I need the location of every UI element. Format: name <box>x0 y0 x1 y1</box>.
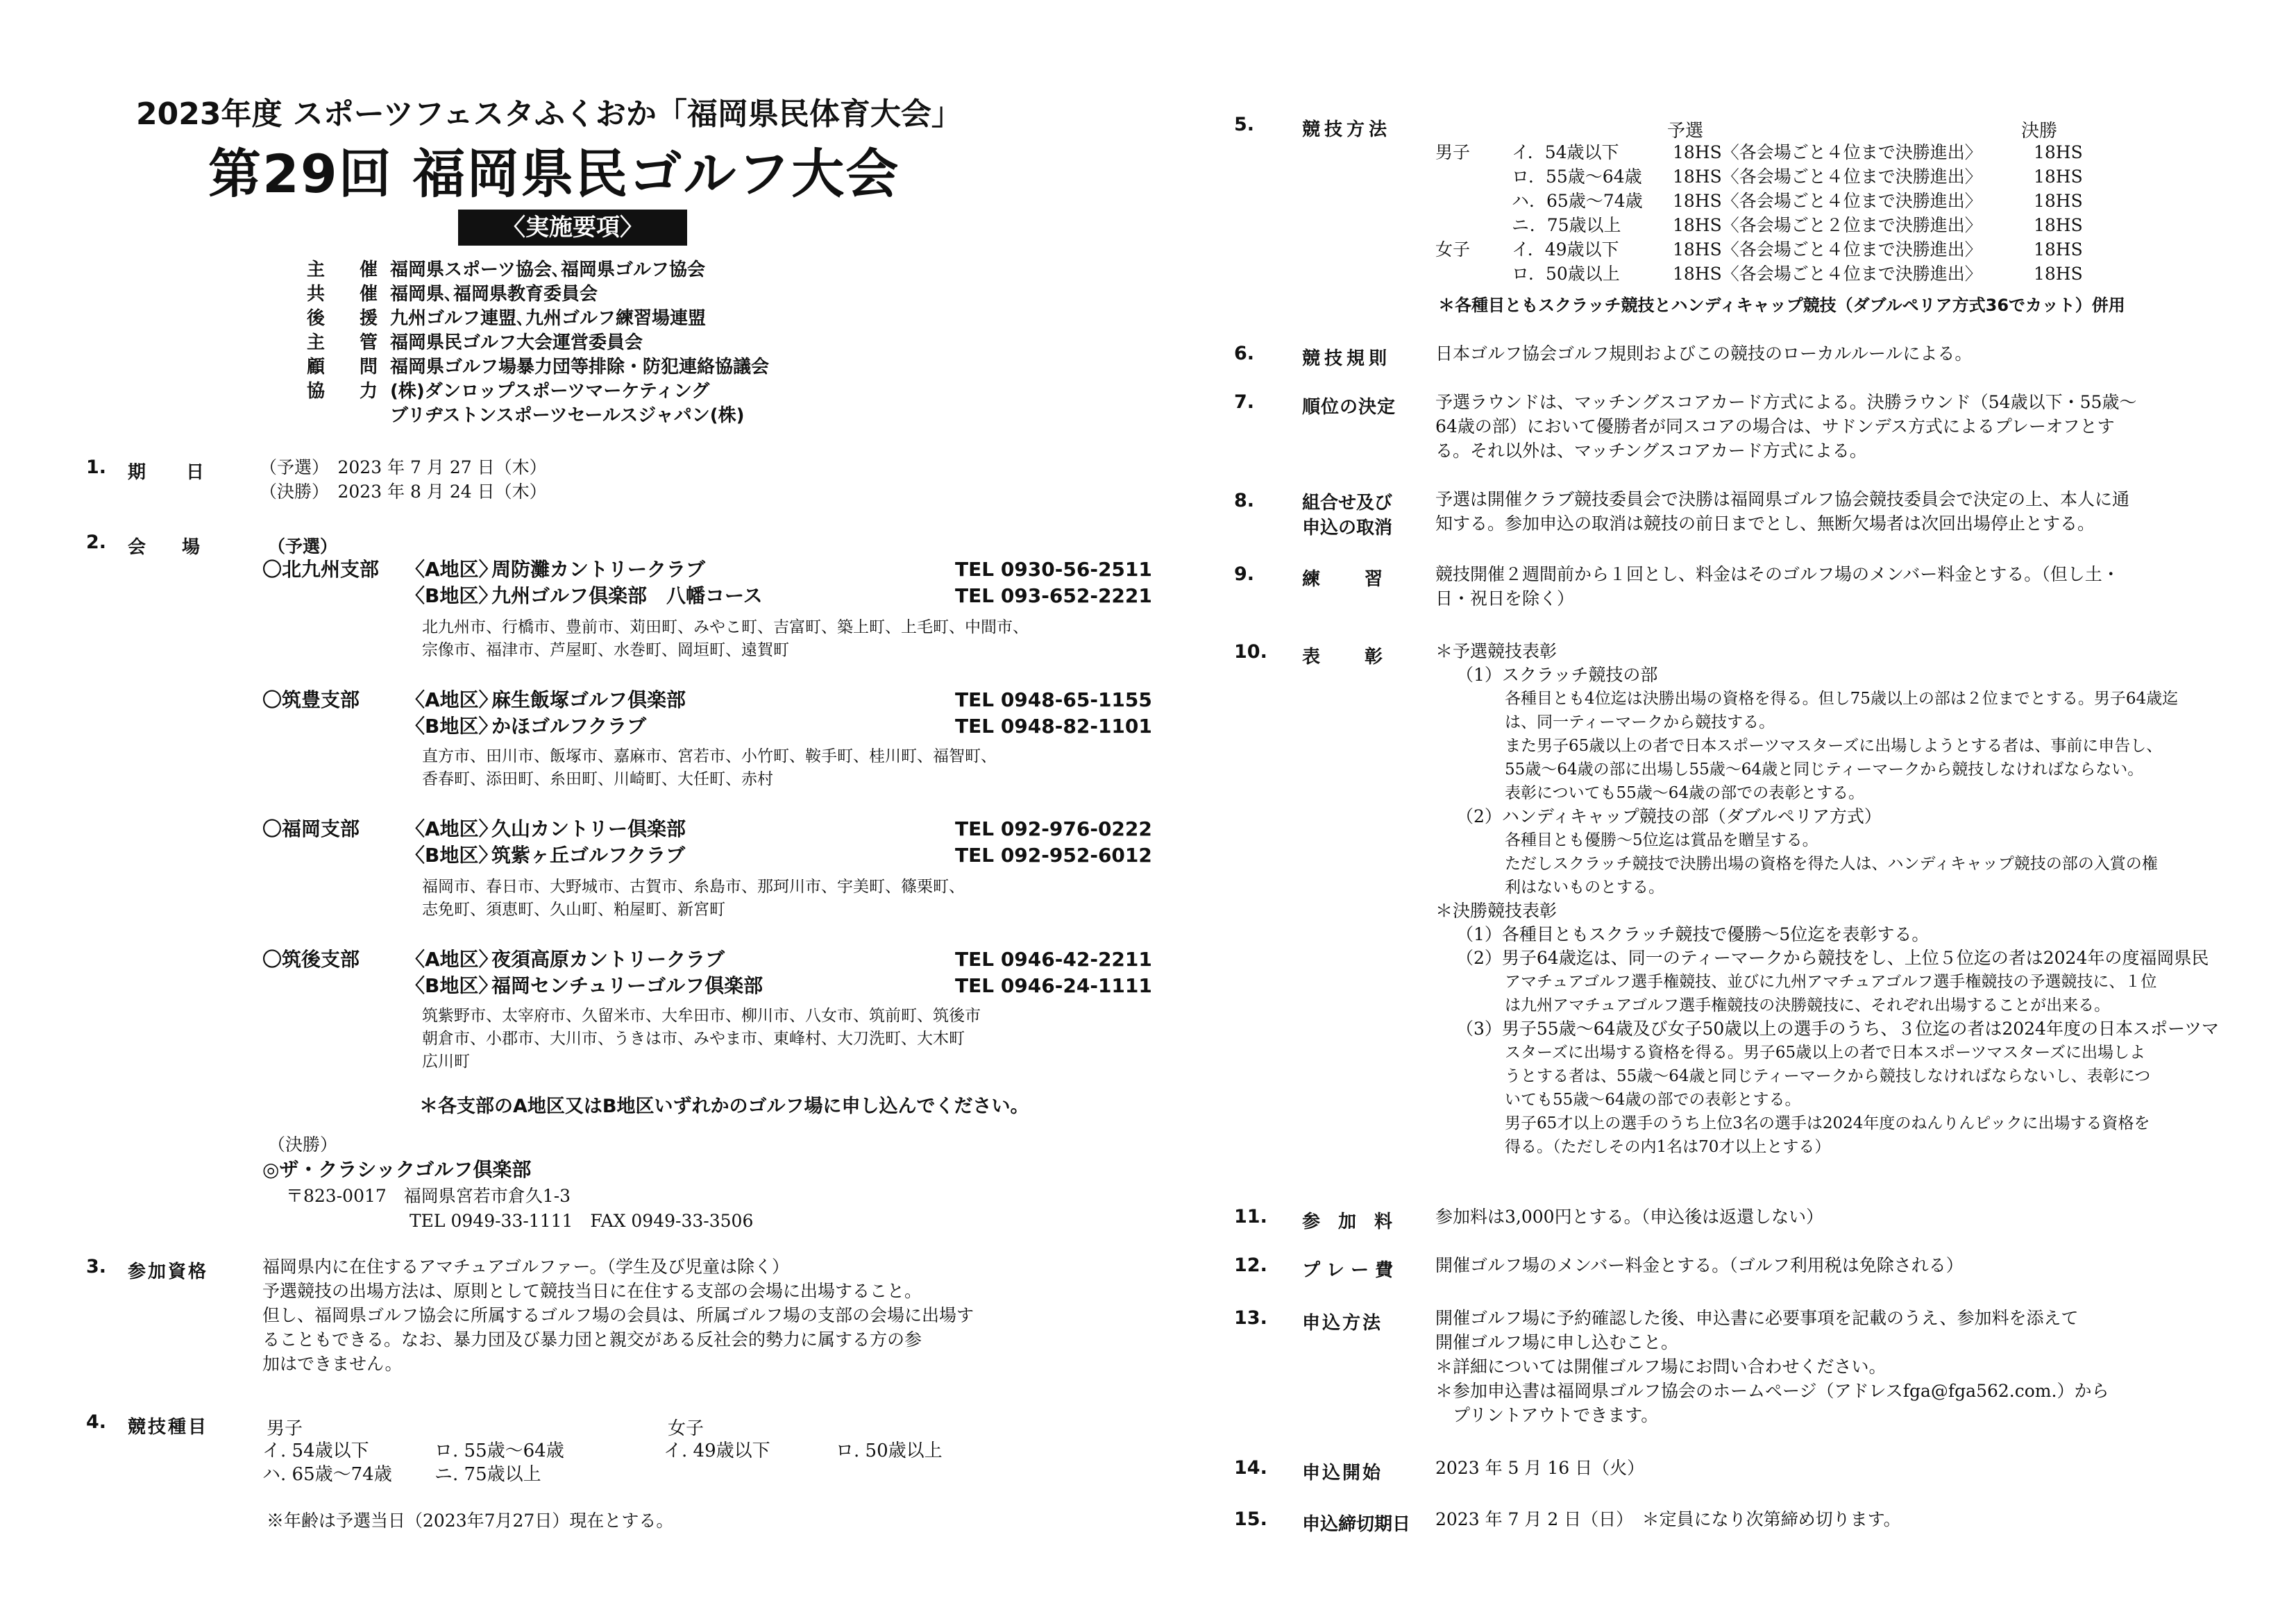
section-label-application: 申込方法 <box>1302 1313 1383 1334</box>
section-number: 7. <box>1234 391 1255 413</box>
city-list <box>422 876 965 921</box>
play-fee-text: 開催ゴルフ場のメンバー料金とする。（ゴルフ利用税は免除される） <box>1435 1255 1964 1275</box>
text-line: ることもできる。なお、暴力団及び暴力団と親交がある反社会的勢力に属する方の参 <box>262 1329 922 1350</box>
awards-line: 各種目とも4位迄は決勝出場の資格を得る。但し75歳以上の部は２位までとする。男子64歳迄 <box>1505 690 2179 708</box>
organizer-label: 主 催 <box>307 260 387 280</box>
venue-tel: TEL 092-976-0222 <box>955 817 1152 840</box>
group-label: 男子 <box>1435 142 1471 162</box>
final-venue-address: 〒823-0017 福岡県宮若市倉久1-3 <box>286 1186 571 1206</box>
venue-tel: TEL 093-652-2221 <box>955 584 1152 607</box>
prelim-date: （予選） 2023 年 7 月 27 日（木） <box>260 457 547 477</box>
section-number: 2. <box>86 532 107 553</box>
awards-line: （2）ハンディキャップ競技の部（ダブルペリア方式） <box>1456 806 1882 826</box>
awards-heading: ＊決勝競技表彰 <box>1435 901 1558 921</box>
city-line: 宗像市、福津市、芦屋町、水巻町、岡垣町、遠賀町 <box>422 641 789 659</box>
branch-name <box>262 583 405 609</box>
application-text <box>1435 1306 2109 1427</box>
city-line: 筑紫野市、太宰府市、久留米市、大牟田市、柳川市、八女市、筑前町、筑後市 <box>422 1007 981 1025</box>
event-category: ロ. 50歳以上 <box>836 1441 943 1461</box>
method-row <box>1435 262 2083 286</box>
prelim-format: 18HS〈各会場ごと４位まで決勝進出〉 <box>1673 142 1982 162</box>
method-row <box>1435 237 2083 262</box>
area-label: 〈B地区〉 <box>405 584 498 607</box>
organizer-label: 共 催 <box>307 284 387 305</box>
section-number: 14. <box>1234 1457 1267 1479</box>
event-category: イ. 49歳以下 <box>664 1441 770 1461</box>
section-label-deadline: 申込締切期日 <box>1302 1514 1411 1535</box>
prelim-label: （予選） <box>268 536 338 556</box>
city-line: 香春町、添田町、糸田町、川崎町、大任町、赤村 <box>422 770 773 788</box>
organizer-row <box>307 355 769 380</box>
section-label-events: 競技種目 <box>128 1417 209 1438</box>
venue-name: 麻生飯塚ゴルフ倶楽部 <box>491 688 686 711</box>
organizer-row <box>307 282 769 307</box>
category: ハ．65歳〜74歳 <box>1512 191 1643 211</box>
section-number: 5. <box>1234 114 1255 135</box>
text-line: 予選は開催クラブ競技委員会で決勝は福岡県ゴルフ協会競技委員会で決定の上、本人に通 <box>1435 489 2130 509</box>
venue-row <box>262 946 1152 973</box>
awards-text <box>1435 640 2219 1159</box>
city-list <box>422 745 997 791</box>
practice-text <box>1435 562 2120 611</box>
organizer-value: 福岡県ゴルフ場暴力団等排除・防犯連絡協議会 <box>390 357 770 377</box>
text-line: 日・祝日を除く） <box>1435 588 1575 609</box>
awards-line: （1）各種目ともスクラッチ競技で優勝〜5位迄を表彰する。 <box>1456 924 1930 944</box>
organizer-value: 福岡県民ゴルフ大会運営委員会 <box>390 332 643 353</box>
organizer-value: (株)ダンロップスポーツマーケティング <box>390 381 710 402</box>
prelim-format: 18HS〈各会場ごと４位まで決勝進出〉 <box>1673 191 1982 211</box>
venue-name: 久山カントリー倶楽部 <box>491 817 686 840</box>
organizer-row <box>307 331 769 355</box>
section-number: 11. <box>1234 1206 1267 1227</box>
organizer-row <box>307 404 769 428</box>
area-label: 〈B地区〉 <box>405 974 498 997</box>
method-note: ＊各種目ともスクラッチ競技とハンディキャップ競技（ダブルペリア方式36でカット）併用 <box>1438 296 2125 315</box>
prelim-format: 18HS〈各会場ごと４位まで決勝進出〉 <box>1673 264 1982 284</box>
awards-line: （2）男子64歳迄は、同一のティーマークから競技をし、上位５位迄の者は2024年の度福岡県民 <box>1456 948 2209 968</box>
branch-name: 〇北九州支部 <box>262 558 380 581</box>
organizer-row <box>307 307 769 331</box>
section-number: 9. <box>1234 563 1255 585</box>
text-line: 予選ラウンドは、マッチングスコアカード方式による。決勝ラウンド（54歳以下・55歳〜 <box>1435 392 2137 412</box>
final-format: 18HS <box>2034 239 2083 260</box>
final-format: 18HS <box>2034 264 2083 284</box>
venue-name: 周防灘カントリークラブ <box>491 558 706 581</box>
application-deadline: 2023 年 7 月 2 日（日） ＊定員になり次第締め切ります。 <box>1435 1509 1901 1529</box>
awards-line: 各種目とも優勝〜5位迄は賞品を贈呈する。 <box>1505 831 1818 849</box>
venue-tel: TEL 0946-24-1111 <box>955 974 1152 997</box>
section-label-fee: 参 加 料 <box>1302 1212 1393 1232</box>
venue-tel: TEL 0948-65-1155 <box>955 688 1152 711</box>
text-line: 加はできません。 <box>262 1354 403 1374</box>
section-number: 10. <box>1234 641 1267 663</box>
section-number: 15. <box>1234 1509 1267 1530</box>
organizer-list <box>307 258 769 428</box>
venue-branch-chikugo <box>262 946 1152 999</box>
section-label-practice: 練 習 <box>1302 569 1386 590</box>
method-row <box>1435 213 2083 237</box>
venue-note: ＊各支部のA地区又はB地区いずれかのゴルフ場に申し込んでください。 <box>419 1096 1029 1117</box>
men-label: 男子 <box>267 1418 303 1439</box>
text-line: 予選競技の出場方法は、原則として競技当日に在住する支部の会場に出場すること。 <box>262 1281 922 1301</box>
event-category: ニ. 75歳以上 <box>434 1464 541 1485</box>
text-line: 開催ゴルフ場に申し込むこと。 <box>1435 1332 1679 1352</box>
category: ロ．55歳〜64歳 <box>1512 167 1642 187</box>
section-number: 12. <box>1234 1255 1267 1276</box>
venue-branch-fukuoka <box>262 816 1152 869</box>
venue-row <box>262 687 1152 713</box>
final-format: 18HS <box>2034 167 2083 187</box>
text-line: 但し、福岡県ゴルフ協会に所属するゴルフ場の会員は、所属ゴルフ場の支部の会場に出場す <box>262 1305 974 1325</box>
final-format: 18HS <box>2034 142 2083 162</box>
branch-name: 〇筑豊支部 <box>262 688 360 711</box>
section-number: 3. <box>86 1256 107 1277</box>
branch-name <box>262 713 405 740</box>
final-venue-contact: TEL 0949-33-1111 FAX 0949-33-3506 <box>410 1211 754 1231</box>
section-label-rules: 競技規則 <box>1302 348 1392 369</box>
venue-tel: TEL 092-952-6012 <box>955 844 1152 867</box>
event-title: 第29回 福岡県民ゴルフ大会 <box>208 143 900 205</box>
venue-name: 福岡センチュリーゴルフ倶楽部 <box>491 974 763 997</box>
venue-branch-kitakyushu <box>262 556 1152 609</box>
venue-row <box>262 973 1152 999</box>
section-number: 8. <box>1234 490 1255 511</box>
prelim-format: 18HS〈各会場ごと２位まで決勝進出〉 <box>1673 215 1982 235</box>
area-label: 〈A地区〉 <box>405 558 498 581</box>
section-number: 13. <box>1234 1307 1267 1329</box>
branch-name <box>262 842 405 869</box>
text-line: 知する。参加申込の取消は競技の前日までとし、無断欠場者は次回出場停止とする。 <box>1435 513 2095 534</box>
organizer-label: 後 援 <box>307 308 387 329</box>
section-label-eligibility: 参加資格 <box>128 1261 209 1282</box>
branch-name <box>262 973 405 999</box>
awards-line: スターズに出場する資格を得る。男子65歳以上の者で日本スポーツマスターズに出場しよ <box>1505 1044 2146 1062</box>
awards-line: （3）男子55歳〜64歳及び女子50歳以上の選手のうち、３位迄の者は2024年度の日本スポーツマ <box>1456 1019 2219 1039</box>
organizer-value: 福岡県､福岡県教育委員会 <box>390 284 598 305</box>
branch-name: 〇筑後支部 <box>262 948 360 971</box>
city-line: 志免町、須恵町、久山町、粕屋町、新宮町 <box>422 901 725 919</box>
branch-name: 〇福岡支部 <box>262 817 360 840</box>
section-number: 6. <box>1234 343 1255 364</box>
section-label-cancellation: 申込の取消 <box>1302 518 1393 538</box>
event-category-list <box>262 1439 974 1486</box>
section-number: 4. <box>86 1411 107 1433</box>
city-line: 北九州市、行橋市、豊前市、苅田町、みやこ町、吉富町、築上町、上毛町、中間市、 <box>422 618 1029 636</box>
text-line: プリントアウトできます。 <box>1435 1405 1659 1425</box>
column-header-prelim: 予選 <box>1667 121 1704 142</box>
fee-text: 参加料は3,000円とする。（申込後は返還しない） <box>1435 1207 1824 1227</box>
text-line: 開催ゴルフ場に予約確認した後、申込書に必要事項を記載のうえ、参加料を添えて <box>1435 1308 2079 1328</box>
text-line: ＊参加申込書は福岡県ゴルフ協会のホームページ（アドレスfga@fga562.com.）から <box>1435 1381 2109 1401</box>
venue-branch-chikuho <box>262 687 1152 740</box>
organizer-label: 主 管 <box>307 332 387 353</box>
method-row <box>1435 140 2083 164</box>
category: イ．49歳以下 <box>1512 239 1619 260</box>
category: ニ．75歳以上 <box>1512 215 1621 235</box>
venue-row <box>262 556 1152 583</box>
awards-line: 55歳〜64歳の部に出場し55歳〜64歳と同じティーマークから競技しなければならない。 <box>1505 760 2144 779</box>
city-line: 朝倉市、小郡市、大川市、うきは市、みやま市、東峰村、大刀洗町、大木町 <box>422 1030 965 1048</box>
organizer-value: 九州ゴルフ連盟､九州ゴルフ練習場連盟 <box>390 308 707 329</box>
venue-name: 九州ゴルフ倶楽部 八幡コース <box>491 584 763 607</box>
group-label <box>1435 213 1512 237</box>
section-number: 1. <box>86 457 107 478</box>
text-line: る。それ以外は、マッチングスコアカード方式による。 <box>1435 441 1867 461</box>
awards-line: （1）スクラッチ競技の部 <box>1456 665 1658 685</box>
area-label: 〈A地区〉 <box>405 817 498 840</box>
final-format: 18HS <box>2034 191 2083 211</box>
section-label-method: 競技方法 <box>1302 119 1392 140</box>
venue-tel: TEL 0948-82-1101 <box>955 715 1152 738</box>
awards-heading: ＊予選競技表彰 <box>1435 641 1558 661</box>
venue-row <box>262 713 1152 740</box>
column-header-final: 決勝 <box>2021 121 2058 142</box>
prelim-format: 18HS〈各会場ごと４位まで決勝進出〉 <box>1673 239 1982 260</box>
group-label <box>1435 262 1512 286</box>
awards-line: は、同一ティーマークから競技する。 <box>1505 713 1775 731</box>
section-label-application-start: 申込開始 <box>1302 1463 1383 1484</box>
venue-tel: TEL 0930-56-2511 <box>955 558 1152 581</box>
area-label: 〈A地区〉 <box>405 688 498 711</box>
text-line: ＊詳細については開催ゴルフ場にお問い合わせください。 <box>1435 1357 1886 1377</box>
area-label: 〈A地区〉 <box>405 948 498 971</box>
method-row <box>1435 164 2083 189</box>
area-label: 〈B地区〉 <box>405 844 498 867</box>
awards-line: は九州アマチュアゴルフ選手権競技の決勝競技に、それぞれ出場することが出来る。 <box>1505 996 2111 1014</box>
method-row <box>1435 189 2083 213</box>
venue-row <box>262 583 1152 609</box>
outline-badge: 〈実施要項〉 <box>458 210 687 246</box>
awards-line: 利はないものとする。 <box>1505 878 1664 897</box>
venue-name: かほゴルフクラブ <box>491 715 647 738</box>
awards-line: 表彰についても55歳〜64歳の部での表彰とする。 <box>1505 784 1865 802</box>
final-date: （決勝） 2023 年 8 月 24 日（木） <box>260 482 547 502</box>
awards-line: 得る。（ただしその内1名は70才以上とする） <box>1505 1138 1831 1156</box>
group-label: 女子 <box>1435 239 1471 260</box>
text-line: 福岡県内に在住するアマチュアゴルファー。（学生及び児童は除く） <box>262 1257 790 1277</box>
organizer-row <box>307 258 769 282</box>
awards-line: また男子65歳以上の者で日本スポーツマスターズに出場しようとする者は、事前に申告し、 <box>1505 737 2163 755</box>
city-list <box>422 616 1029 662</box>
organizer-label <box>307 404 390 428</box>
text-line: 64歳の部）において優勝者が同スコアの場合は、サドンデス方式によるプレーオフとす <box>1435 416 2115 436</box>
category: ロ．50歳以上 <box>1512 264 1620 284</box>
section-label-awards: 表 彰 <box>1302 647 1386 668</box>
event-category: ハ. 65歳〜74歳 <box>262 1464 392 1485</box>
awards-line: いても55歳〜64歳の部での表彰とする。 <box>1505 1091 1801 1109</box>
city-line: 福岡市、春日市、大野城市、古賀市、糸島市、那珂川市、宇美町、篠栗町、 <box>422 878 965 896</box>
date-block <box>260 455 547 504</box>
section-label-ranking: 順位の決定 <box>1302 397 1396 418</box>
section-label-play-fee: プ レ ー 費 <box>1302 1260 1394 1281</box>
women-label: 女子 <box>668 1418 704 1439</box>
organizer-value: 福岡県スポーツ協会､福岡県ゴルフ協会 <box>390 260 705 280</box>
prelim-format: 18HS〈各会場ごと４位まで決勝進出〉 <box>1673 167 1982 187</box>
awards-line: ただしスクラッチ競技で決勝出場の資格を得た人は、ハンディキャップ競技の部の入賞の権 <box>1505 855 2158 873</box>
final-format: 18HS <box>2034 215 2083 235</box>
venue-row <box>262 816 1152 842</box>
organizer-label: 協 力 <box>307 381 387 402</box>
venue-name: 筑紫ヶ丘ゴルフクラブ <box>491 844 686 867</box>
group-label <box>1435 164 1512 189</box>
eligibility-text <box>262 1255 974 1376</box>
city-list <box>422 1005 981 1073</box>
city-line: 広川町 <box>422 1053 470 1071</box>
grouping-text <box>1435 487 2129 536</box>
organizer-value: ブリヂストンスポーツセールスジャパン(株) <box>390 405 745 426</box>
organizer-label: 顧 問 <box>307 357 387 377</box>
organizer-row <box>307 380 769 404</box>
group-label <box>1435 189 1512 213</box>
text-line: 競技開催２週間前から１回とし、料金はそのゴルフ場のメンバー料金とする。（但し土・ <box>1435 564 2120 584</box>
application-start-date: 2023 年 5 月 16 日（火） <box>1435 1458 1645 1478</box>
event-subtitle: 2023年度 スポーツフェスタふくおか「福岡県民体育大会」 <box>136 96 962 132</box>
section-label-grouping: 組合せ及び <box>1302 493 1393 513</box>
city-line: 直方市、田川市、飯塚市、嘉麻市、宮若市、小竹町、鞍手町、桂川町、福智町、 <box>422 747 997 765</box>
event-category: ロ. 55歳〜64歳 <box>434 1441 564 1461</box>
awards-line: アマチュアゴルフ選手権競技、並びに九州アマチュアゴルフ選手権競技の予選競技に、１位 <box>1505 973 2157 991</box>
rules-text: 日本ゴルフ協会ゴルフ規則およびこの競技のローカルルールによる。 <box>1435 343 1973 364</box>
venue-tel: TEL 0946-42-2211 <box>955 948 1152 971</box>
final-label: （決勝） <box>268 1135 338 1155</box>
method-table <box>1435 140 2083 286</box>
event-category: イ. 54歳以下 <box>262 1441 369 1461</box>
final-venue-name: ◎ザ・クラシックゴルフ倶楽部 <box>262 1158 532 1181</box>
category: イ．54歳以下 <box>1512 142 1619 162</box>
age-note: ※年齢は予選当日（2023年7月27日）現在とする。 <box>267 1511 674 1531</box>
venue-name: 夜須高原カントリークラブ <box>491 948 725 971</box>
section-label-venue: 会 場 <box>128 537 201 558</box>
ranking-text <box>1435 390 2136 463</box>
area-label: 〈B地区〉 <box>405 715 498 738</box>
section-label-date: 期 日 <box>128 462 206 483</box>
venue-row <box>262 842 1152 869</box>
awards-line: うとする者は、55歳〜64歳と同じティーマークから競技しなければならないし、表彰につ <box>1505 1067 2151 1085</box>
awards-line: 男子65才以上の選手のうち上位3名の選手は2024年度のねんりんピックに出場する資格を <box>1505 1114 2150 1132</box>
